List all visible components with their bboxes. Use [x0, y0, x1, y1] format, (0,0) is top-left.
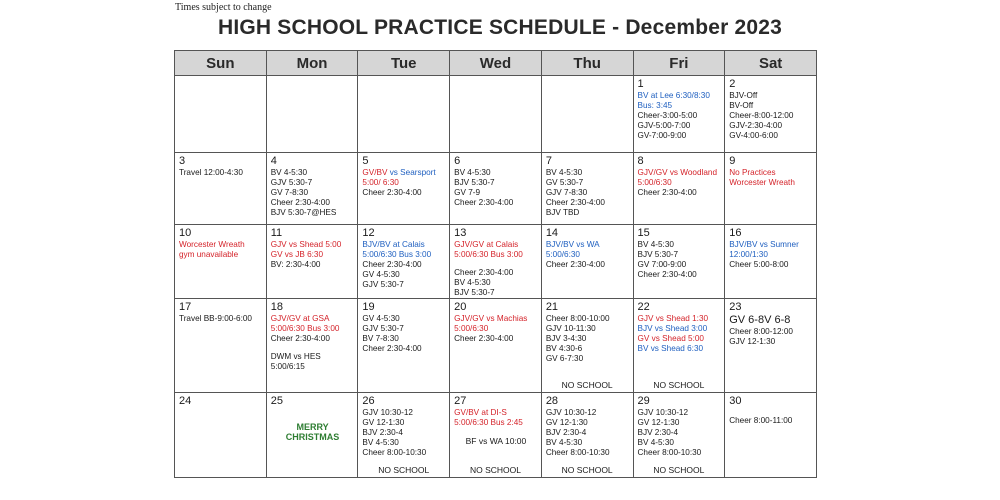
day-number: 1 — [637, 78, 644, 90]
schedule-entry: GJV/GV at Calais — [454, 240, 519, 249]
schedule-entry: BV at Lee 6:30/8:30 — [637, 91, 710, 100]
day-cell — [450, 76, 542, 153]
day-number: 9 — [729, 155, 736, 167]
schedule-entry: GV vs JB 6:30 — [270, 250, 324, 259]
weekday-header: Mon — [266, 51, 358, 76]
no-school-label: NO SCHOOL — [561, 380, 613, 390]
schedule-entry: GV 12-1:30 — [545, 418, 588, 427]
no-school-label: NO SCHOOL — [653, 380, 705, 390]
schedule-entry: BV 4-5:30 — [270, 168, 308, 177]
schedule-entry: BV 4-5:30 — [637, 438, 674, 447]
schedule-entry: 5:00/6:30 Bus 3:00 — [270, 324, 340, 333]
schedule-entry: GV 4-5:30 — [362, 314, 400, 323]
schedule-entry: Cheer 2:30-4:00 — [637, 188, 697, 197]
schedule-entry: Worcester Wreath — [179, 240, 245, 249]
schedule-entry: BF vs WA 10:00 — [465, 436, 527, 446]
weekday-header: Wed — [450, 51, 542, 76]
schedule-entry: Cheer 8:00-12:00 — [729, 327, 793, 336]
week-row — [175, 76, 817, 153]
schedule-entry: Cheer 2:30-4:00 — [270, 334, 330, 343]
day-cell — [633, 76, 725, 153]
schedule-entry: GV vs Shead 5:00 — [637, 334, 704, 343]
schedule-entry: 5:00/6:30 — [545, 250, 580, 259]
day-cell — [725, 225, 817, 299]
week-row — [175, 299, 817, 393]
schedule-entry: GV 6-8V 6-8 — [729, 314, 791, 326]
no-school-label: NO SCHOOL — [378, 465, 430, 475]
weekday-header: Tue — [358, 51, 450, 76]
day-number: 4 — [270, 155, 277, 167]
holiday-label: CHRISTMAS — [285, 432, 340, 442]
day-number: 27 — [454, 395, 467, 407]
schedule-entry: BV-Off — [729, 101, 754, 110]
schedule-entry: GV-4:00-6:00 — [729, 131, 778, 140]
day-number: 15 — [637, 227, 650, 239]
schedule-entry: 5:00/6:30 Bus 3:00 — [454, 250, 523, 259]
schedule-entry: BV 4-5:30 — [637, 240, 674, 249]
schedule-entry: GV/BV vs Searsport — [362, 168, 436, 177]
schedule-entry: BV 4-5:30 — [454, 168, 491, 177]
schedule-entry: BV 7-8:30 — [362, 334, 399, 343]
schedule-entry: Cheer 8:00-11:00 — [729, 416, 793, 425]
schedule-entry: GV 6-7:30 — [545, 354, 584, 363]
schedule-entry: Cheer 8:00-10:30 — [545, 448, 610, 457]
day-cell — [266, 225, 358, 299]
schedule-entry: BJV 5:30-7@HES — [270, 208, 337, 217]
schedule-entry: BV 4-5:30 — [362, 438, 399, 447]
day-cell — [541, 299, 633, 393]
schedule-entry: GJV-2:30-4:00 — [729, 121, 783, 130]
schedule-entry: GV 7-9 — [454, 188, 481, 197]
day-cell — [358, 393, 450, 478]
day-cell — [266, 76, 358, 153]
schedule-entry: Cheer 5:00-8:00 — [729, 260, 789, 269]
day-cell — [358, 299, 450, 393]
day-cell — [175, 153, 267, 225]
schedule-entry: BV: 2:30-4:00 — [270, 260, 321, 269]
day-number: 7 — [545, 155, 552, 167]
page-title: HIGH SCHOOL PRACTICE SCHEDULE - December 2023 — [217, 16, 783, 39]
weekday-header: Fri — [633, 51, 725, 76]
day-number: 21 — [545, 301, 559, 313]
day-cell — [266, 299, 358, 393]
schedule-entry: BJV 3-4:30 — [545, 334, 587, 343]
day-number: 5 — [362, 155, 369, 167]
day-number: 18 — [270, 301, 283, 313]
day-cell — [541, 153, 633, 225]
day-cell — [450, 153, 542, 225]
day-cell — [633, 225, 725, 299]
schedule-entry: 5:00/6:30 — [637, 178, 672, 187]
holiday-label: MERRY — [296, 422, 329, 432]
no-school-label: NO SCHOOL — [653, 465, 705, 475]
schedule-entry — [271, 344, 355, 352]
day-number: 22 — [637, 301, 650, 313]
schedule-entry: 12:00/1:30 — [729, 250, 768, 259]
schedule-entry: BV 4:30-6 — [545, 344, 583, 353]
schedule-entry: Cheer 2:30-4:00 — [362, 344, 422, 353]
day-cell — [450, 225, 542, 299]
day-number: 24 — [179, 395, 192, 407]
schedule-entry: BJV-Off — [729, 91, 758, 100]
schedule-entry: GV 7:00-9:00 — [637, 260, 687, 269]
day-cell — [541, 76, 633, 153]
day-number: 26 — [362, 395, 375, 407]
day-number: 29 — [637, 395, 650, 407]
schedule-entry: Cheer 8:00-10:30 — [362, 448, 427, 457]
day-cell — [450, 393, 542, 478]
schedule-entry: GJV 10:30-12 — [637, 408, 689, 417]
day-cell — [175, 299, 267, 393]
day-cell — [175, 225, 267, 299]
schedule-entry: BJV 5:30-7 — [637, 250, 679, 259]
schedule-entry: GJV 10:30-12 — [545, 408, 597, 417]
schedule-entry: GV 4-5:30 — [362, 270, 400, 279]
schedule-entry: Cheer-3:00-5:00 — [637, 111, 698, 120]
day-cell — [633, 299, 725, 393]
week-row — [175, 393, 817, 478]
schedule-entry: GJV 10-11:30 — [545, 324, 596, 333]
day-cell — [725, 153, 817, 225]
schedule-entry: GV/BV at DI-S — [454, 408, 507, 417]
schedule-entry: BV 4-5:30 — [545, 168, 583, 177]
schedule-entry: gym unavailable — [179, 250, 239, 259]
weekday-header: Sat — [725, 51, 817, 76]
day-cell — [725, 76, 817, 153]
schedule-entry: Cheer 2:30-4:00 — [362, 260, 422, 269]
day-cell — [725, 299, 817, 393]
day-number: 12 — [362, 227, 375, 239]
schedule-entry: Cheer 8:00-10:00 — [545, 314, 610, 323]
schedule-entry: 5:00/6:15 — [270, 362, 305, 371]
schedule-entry: GJV 5:30-7 — [362, 324, 404, 333]
schedule-entry: Cheer 8:00-10:30 — [637, 448, 702, 457]
schedule-entry: Cheer-8:00-12:00 — [729, 111, 794, 120]
schedule-entry: GJV 10:30-12 — [362, 408, 413, 417]
schedule-entry: BV 4-5:30 — [545, 438, 583, 447]
schedule-entry: BJV 5:30-7 — [454, 288, 495, 297]
schedule-entry: GJV/GV vs Machias — [454, 314, 528, 323]
schedule-entry: 5:00/ 6:30 — [362, 178, 399, 187]
no-school-label: NO SCHOOL — [561, 465, 613, 475]
day-number: 17 — [179, 301, 192, 313]
day-cell — [358, 153, 450, 225]
disclaimer-note: Times subject to change — [175, 2, 272, 13]
day-cell — [541, 225, 633, 299]
schedule-entry: BJV 2:30-4 — [545, 428, 587, 437]
schedule-entry: BJV TBD — [545, 208, 580, 217]
day-cell — [175, 393, 267, 478]
schedule-entry: GJV-5:00-7:00 — [637, 121, 691, 130]
schedule-entry: Cheer 2:30-4:00 — [545, 198, 605, 207]
schedule-entry: Cheer 2:30-4:00 — [362, 188, 422, 197]
week-row — [175, 153, 817, 225]
schedule-entry: GJV vs Shead 1:30 — [637, 314, 709, 323]
day-cell — [358, 225, 450, 299]
day-number: 11 — [270, 227, 283, 239]
day-cell — [633, 393, 725, 478]
schedule-entry: BJV vs Shead 3:00 — [637, 324, 708, 333]
schedule-entry — [729, 408, 813, 416]
schedule-entry: BJV 5:30-7 — [454, 178, 495, 187]
day-cell — [358, 76, 450, 153]
calendar-table — [174, 50, 817, 478]
schedule-entry: Cheer 2:30-4:00 — [545, 260, 605, 269]
day-number: 3 — [179, 155, 186, 167]
week-row — [175, 225, 817, 299]
schedule-entry: GJV 7-8:30 — [545, 188, 588, 197]
day-cell — [633, 153, 725, 225]
schedule-entry: BV vs Shead 6:30 — [637, 344, 704, 353]
schedule-entry: GJV vs Shead 5:00 — [270, 240, 342, 249]
day-number: 8 — [637, 155, 644, 167]
day-number: 23 — [729, 301, 742, 313]
day-number: 20 — [454, 301, 467, 313]
schedule-entry: Cheer 2:30-4:00 — [454, 268, 514, 277]
schedule-entry: GV-7:00-9:00 — [637, 131, 687, 140]
weekday-header-row — [175, 51, 817, 76]
weekday-header: Thu — [541, 51, 633, 76]
schedule-entry: BJV/BV vs WA — [545, 240, 600, 249]
schedule-entry: Cheer 2:30-4:00 — [637, 270, 697, 279]
schedule-entry: BJV/BV at Calais — [362, 240, 425, 249]
schedule-entry: GJV 12-1:30 — [729, 337, 776, 346]
schedule-entry: GV 7-8:30 — [270, 188, 309, 197]
day-cell — [266, 153, 358, 225]
day-number: 19 — [362, 301, 375, 313]
day-number: 14 — [545, 227, 559, 239]
schedule-entry: GV 5:30-7 — [545, 178, 584, 187]
day-number: 25 — [270, 395, 283, 407]
schedule-entry: Worcester Wreath — [729, 178, 795, 187]
day-number: 2 — [729, 78, 736, 90]
schedule-entry: Cheer 2:30-4:00 — [454, 198, 514, 207]
schedule-entry: BJV 2:30-4 — [362, 428, 403, 437]
day-number: 30 — [729, 395, 742, 407]
schedule-entry: Cheer 2:30-4:00 — [454, 334, 514, 343]
day-number: 10 — [179, 227, 192, 239]
schedule-entry: GV 12-1:30 — [362, 418, 405, 427]
day-cell — [266, 393, 358, 478]
schedule-entry: GJV/GV vs Woodland — [637, 168, 717, 177]
schedule-entry: 5:00/6:30 — [454, 324, 489, 333]
schedule-entry: Travel 12:00-4:30 — [179, 168, 243, 177]
schedule-entry: GJV/GV at GSA — [270, 314, 330, 323]
day-cell — [175, 76, 267, 153]
schedule-entry: 5:00/6:30 Bus 3:00 — [362, 250, 432, 259]
day-number: 16 — [729, 227, 742, 239]
schedule-entry: BV 4-5:30 — [454, 278, 491, 287]
no-school-label: NO SCHOOL — [469, 465, 521, 475]
day-number: 13 — [454, 227, 467, 239]
day-number: 6 — [454, 155, 461, 167]
schedule-entry: 5:00/6:30 Bus 2:45 — [454, 418, 523, 427]
day-cell — [541, 393, 633, 478]
schedule-entry: GJV 5:30-7 — [362, 280, 404, 289]
schedule-entry: GJV 5:30-7 — [270, 178, 313, 187]
schedule-entry — [454, 260, 538, 268]
schedule-entry: BJV/BV vs Sumner — [729, 240, 799, 249]
schedule-entry: Bus: 3:45 — [637, 101, 673, 110]
schedule-entry: DWM vs HES — [270, 352, 321, 361]
schedule-entry: No Practices — [729, 168, 776, 177]
schedule-entry: Travel BB-9:00-6:00 — [179, 314, 252, 323]
day-number: 28 — [545, 395, 559, 407]
weekday-header: Sun — [175, 51, 267, 76]
schedule-entry: Cheer 2:30-4:00 — [270, 198, 330, 207]
schedule-entry: BJV 2:30-4 — [637, 428, 679, 437]
day-cell — [450, 299, 542, 393]
schedule-entry: GV 12-1:30 — [637, 418, 680, 427]
day-cell — [725, 393, 817, 478]
